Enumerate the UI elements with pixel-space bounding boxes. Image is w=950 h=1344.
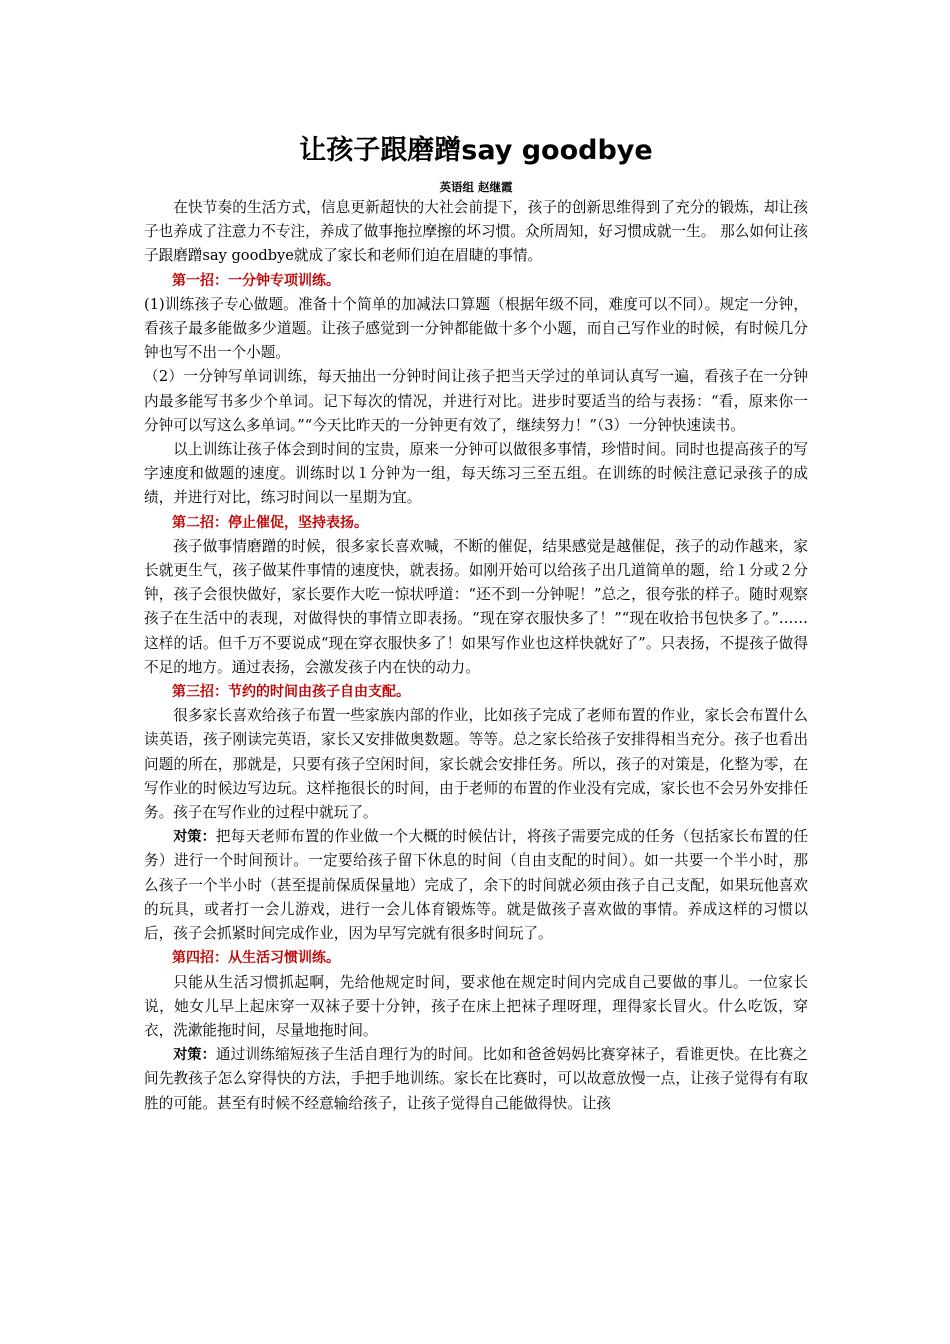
section-2-paragraph-1: 孩子做事情磨蹭的时候，很多家长喜欢喊，不断的催促，结果感觉是越催促，孩子的动作越来，家长就更生气，孩子做某件事情的速度快，就表扬。如刚开始可以给孩子出几道简单的题，给１分或２分钟，孩子会很快做好，家长要作大吃一惊状呼道：“还不到一分钟呢！”总之，很夸张的样子。随时观察孩子在生活中的表现，对做得快的事情立即表扬。“现在穿衣服快多了！”“现在收拾书包快多了。”……这样的话。但千万不要说成“现在穿衣服快多了！如果写作业也这样快就好了”。只表扬，不提孩子做得不足的地方。通过表扬，会激发孩子内在快的动力。 [144, 537, 808, 676]
author-line: 英语组 赵继霞 [439, 180, 513, 194]
countermeasure-label: 对策： [173, 1047, 216, 1064]
section-heading-4: 第四招：从生活习惯训练。 [172, 950, 340, 967]
section-1-paragraph-2: （2）一分钟写单词训练，每天抽出一分钟时间让孩子把当天学过的单词认真写一遍，看孩子在一分钟内最多能写书多少个单词。记下每次的情况，并进行对比。进步时要适当的给与表扬：“看，原来你一分钟可以写这么多单词。”“今天比昨天的一分钟更有效了，继续努力！”（3）一分钟快速读书。 [144, 368, 808, 434]
document-title: 让孩子跟磨蹭say goodbye [299, 135, 653, 166]
section-4-paragraph-2 [144, 1043, 808, 1116]
section-heading-3: 第三招：节约的时间由孩子自由支配。 [172, 684, 410, 701]
document-body [144, 196, 808, 1116]
section-heading-1: 第一招：一分钟专项训练。 [172, 272, 340, 289]
section-3-paragraph-2-text: 把每天老师布置的作业做一个大概的时候估计，将孩子需要完成的任务（包括家长布置的任务）进行一个时间预计。一定要给孩子留下休息的时间（自由支配的时间）。如一共要一个半小时，那么孩子一个半小时（甚至提前保质保量地）完成了，余下的时间就必须由孩子自己支配，如果玩他喜欢的玩具，或者打一会儿游戏，进行一会儿体育锻炼等。就是做孩子喜欢做的事情。养成这样的习惯以后，孩子会抓紧时间完成作业，因为早写完就有很多时间玩了。 [144, 828, 808, 943]
intro-paragraph: 在快节奏的生活方式，信息更新超快的大社会前提下，孩子的创新思维得到了充分的锻炼，却让孩子也养成了注意力不专注，养成了做事拖拉摩擦的坏习惯。众所周知，好习惯成就一生。 那么如何让孩子跟磨蹭say goodbye就成了家长和老师们迫在眉睫的事情。 [144, 199, 808, 265]
section-3-paragraph-1: 很多家长喜欢给孩子布置一些家族内部的作业，比如孩子完成了老师布置的作业，家长会布置什么读英语，孩子刚读完英语，家长又安排做奥数题。等等。总之家长给孩子安排得相当充分。孩子也看出问题的所在，那就是，只要有孩子空闲时间，家长就会安排任务。所以，孩子的对策是，化整为零，在写作业的时候边写边玩。这样拖很长的时间，由于老师的布置的作业没有完成，家长也不会另外安排任务。孩子在写作业的过程中就玩了。 [144, 707, 808, 822]
section-3-paragraph-2 [144, 825, 808, 946]
section-heading-2: 第二招：停止催促，坚持表扬。 [172, 514, 368, 531]
document-page [144, 132, 808, 1116]
section-4-paragraph-2-text: 通过训练缩短孩子生活自理行为的时间。比如和爸爸妈妈比赛穿袜子，看谁更快。在比赛之间先教孩子怎么穿得快的方法，手把手地训练。家长在比赛时，可以故意放慢一点，让孩子觉得有有取胜的可能。甚至有时候不经意输给孩子，让孩子觉得自己能做得快。让孩 [144, 1046, 808, 1112]
section-4-paragraph-1: 只能从生活习惯抓起啊，先给他规定时间，要求他在规定时间内完成自己要做的事儿。一位家长说，她女儿早上起床穿一双袜子要十分钟，孩子在床上把袜子理呀理，理得家长冒火。什么吃饭，穿衣，洗漱能拖时间，尽量地拖时间。 [144, 973, 808, 1039]
countermeasure-label: 对策： [173, 829, 216, 846]
section-1-paragraph-1: (1)训练孩子专心做题。准备十个简单的加减法口算题（根据年级不同，难度可以不同）。规定一分钟，看孩子最多能做多少道题。让孩子感觉到一分钟都能做十多个小题，而自己写作业的时候，有时候几分钟也写不出一个小题。 [144, 295, 808, 362]
section-1-paragraph-3: 以上训练让孩子体会到时间的宝贵，原来一分钟可以做很多事情，珍惜时间。同时也提高孩子的写字速度和做题的速度。训练时以１分钟为一组，每天练习三至五组。在训练的时候注意记录孩子的成绩，并进行对比，练习时间以一星期为宜。 [144, 441, 808, 507]
